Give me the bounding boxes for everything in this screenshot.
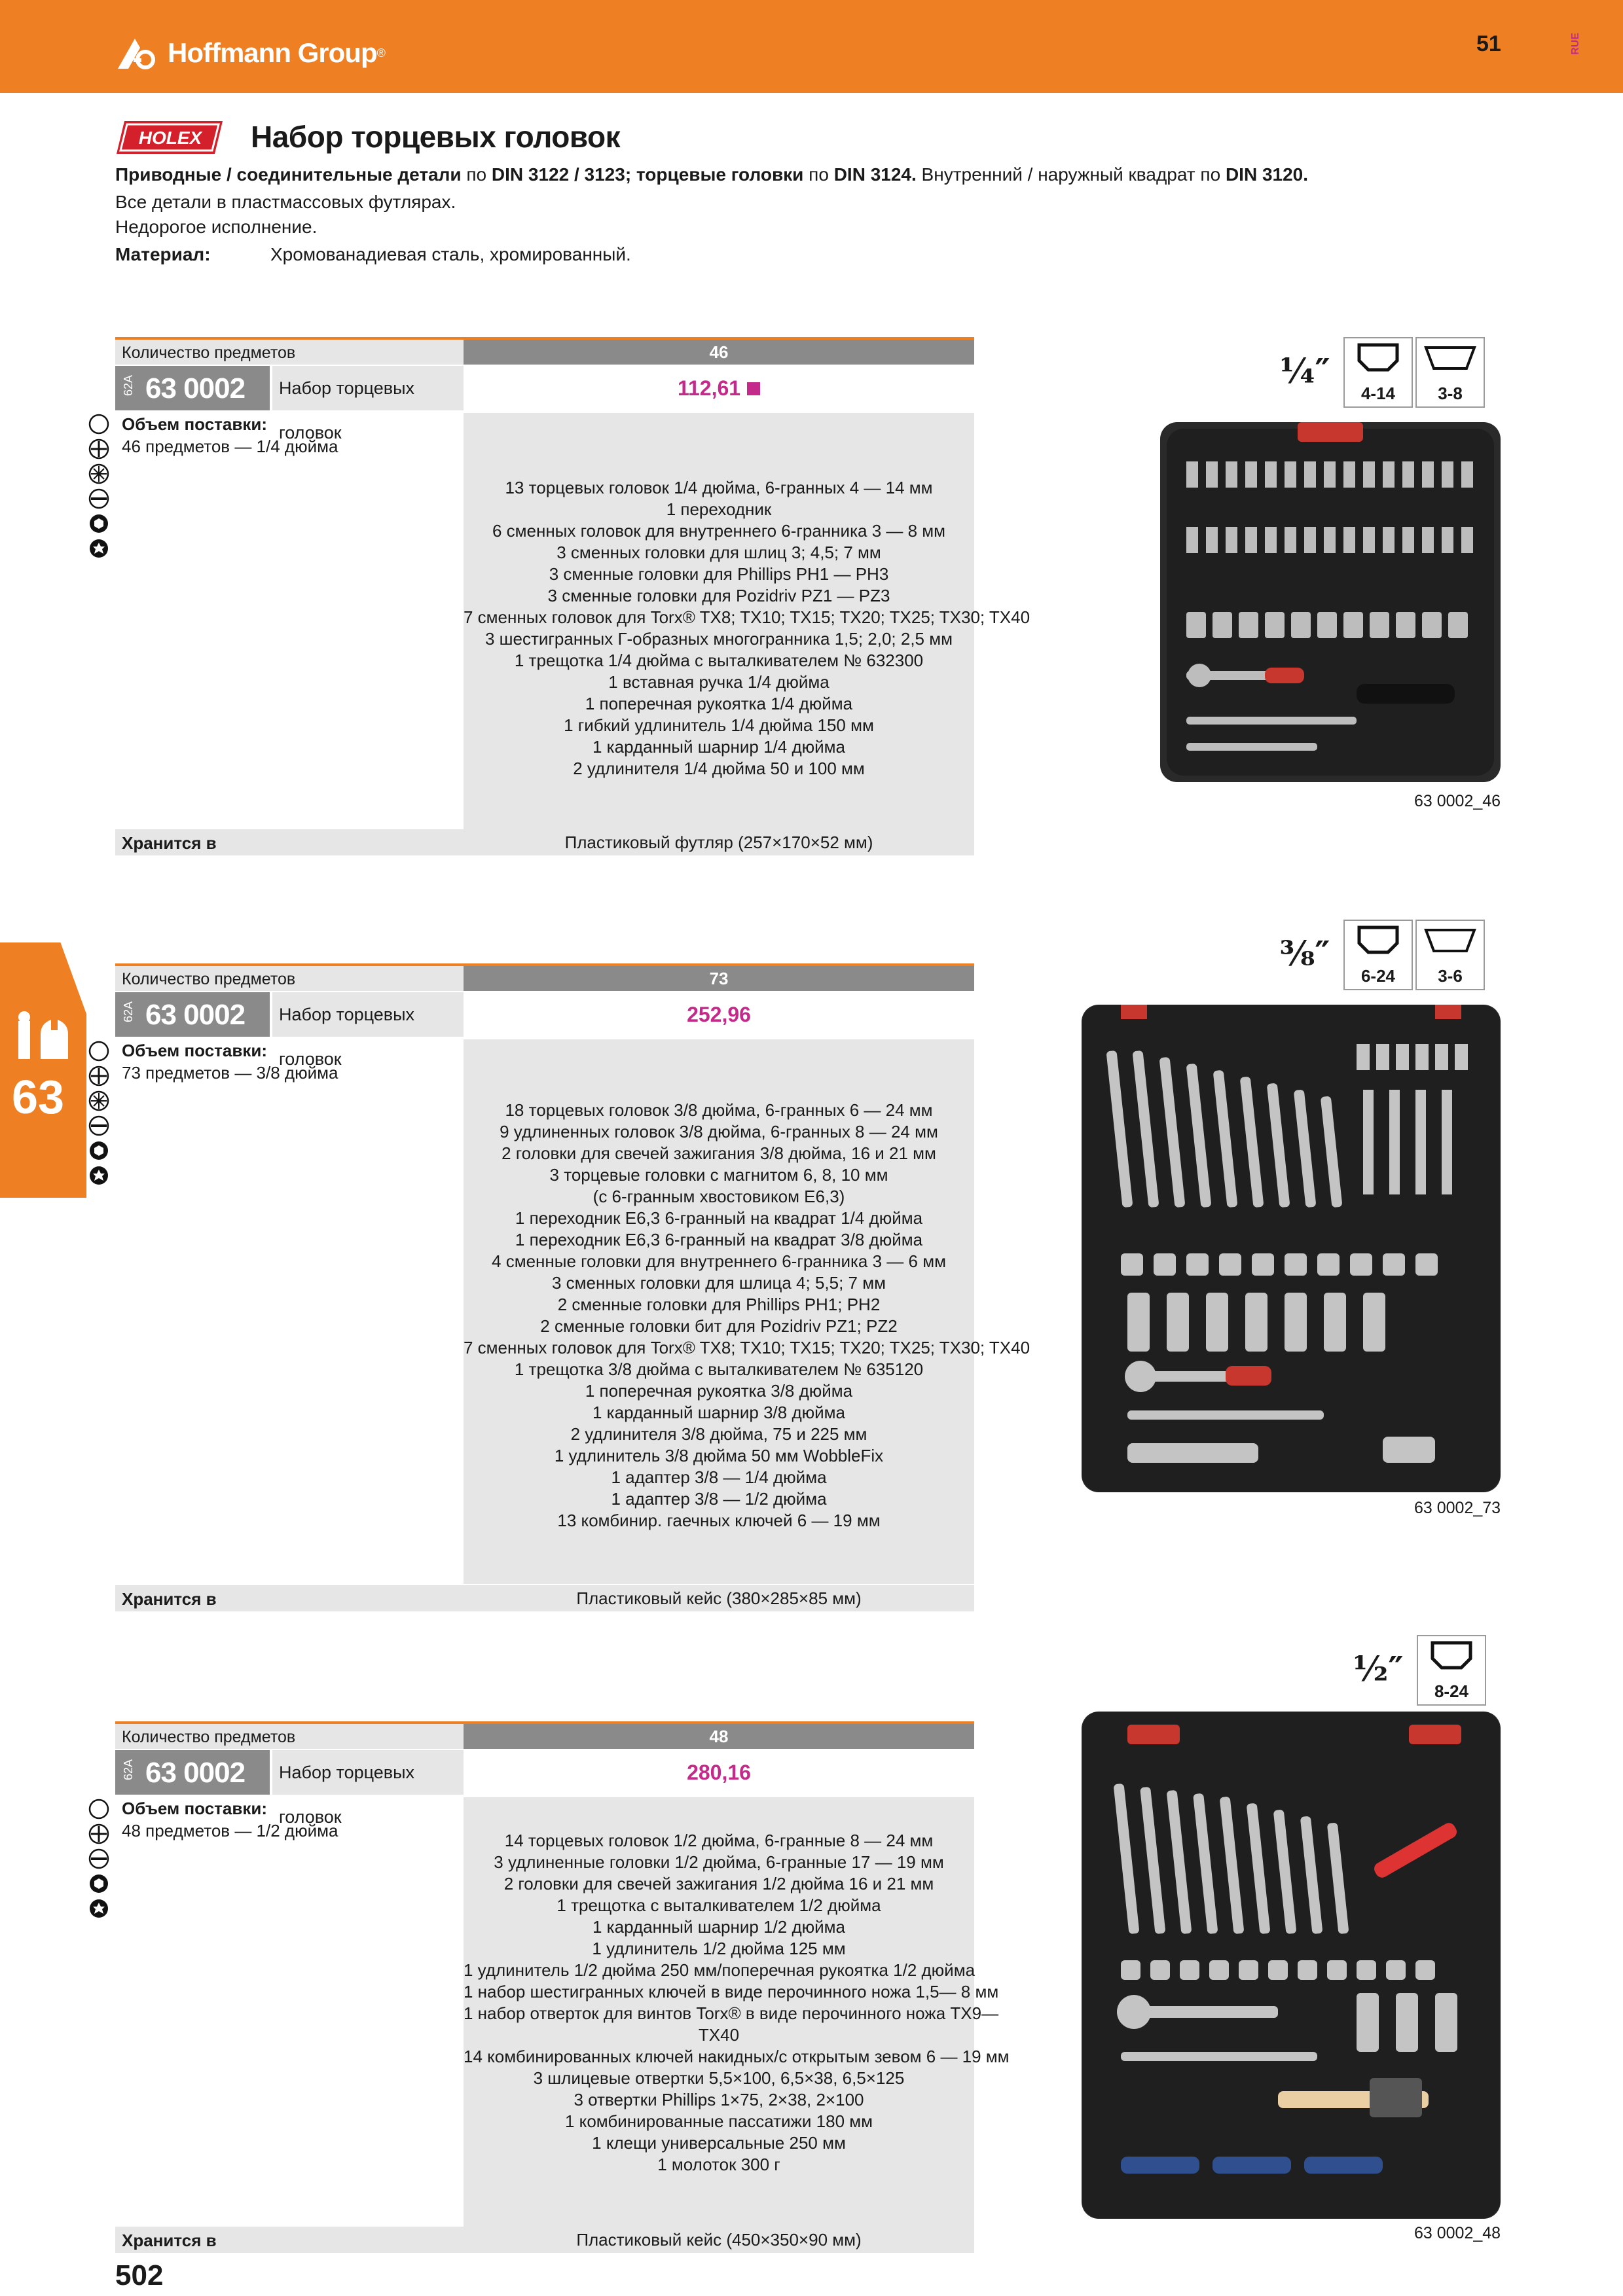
pozidriv-bit-icon (88, 463, 109, 484)
article-name: Набор торцевых головок (272, 1750, 464, 1795)
price: 280,16 (687, 1761, 751, 1784)
page-title: Набор торцевых головок (251, 120, 621, 154)
socket-range-box: 4-14 (1343, 337, 1413, 408)
contents-item: 1 карданный шарнир 1/4 дюйма (593, 737, 845, 757)
contents-item: 1 клещи универсальные 250 мм (592, 2133, 846, 2153)
bit-type-icons (88, 1799, 109, 1919)
contents-list (464, 1100, 1030, 1532)
contents-item: 13 комбинир. гаечных ключей 6 — 19 мм (557, 1511, 881, 1530)
article-number: 63 0002 (145, 372, 246, 404)
contents-item: (с 6-гранным хвостовиком E6,3) (593, 1187, 845, 1206)
product-photo-48 (1082, 1712, 1501, 2219)
article-number-box[interactable] (115, 366, 270, 410)
contents-item: 18 торцевых головок 3/8 дюйма, 6-гранных 6 — 24 мм (505, 1100, 933, 1120)
hex-range-box: 3-6 (1415, 920, 1485, 990)
quantity-label: Количество предметов (122, 970, 296, 988)
scope-value: 48 предметов — 1/2 дюйма (122, 1821, 338, 1840)
contents-item: 1 трещотка 3/8 дюйма с выталкивателем № 635120 (514, 1359, 924, 1379)
torx-bit-icon (88, 538, 109, 559)
category-code: 62A (122, 375, 135, 397)
quantity-label: Количество предметов (122, 1728, 296, 1746)
brand-name: Hoffmann Group (168, 37, 377, 68)
contents-list (464, 1830, 1010, 2176)
article-number: 63 0002 (145, 999, 246, 1031)
hex-range-box: 3-8 (1415, 337, 1485, 408)
contents-item: 1 комбинированные пассатижи 180 мм (564, 2111, 873, 2131)
photo-caption-46: 63 0002_46 (1414, 792, 1501, 810)
storage-label: Хранится в (122, 1589, 217, 1609)
tool-case-illustration (1082, 1005, 1501, 1492)
quantity-value: 73 (464, 966, 974, 991)
contents-item: 1 удлинитель 1/2 дюйма 250 мм/поперечная рукоятка 1/2 дюйма (464, 1960, 976, 1980)
drive-size: ⅜″ (1270, 920, 1340, 990)
contents-item: 3 шлицевые отвертки 5,5×100, 6,5×38, 6,5×125 (533, 2068, 905, 2088)
article-number-box[interactable] (115, 1750, 270, 1795)
flat-slot-bit-icon (88, 1848, 109, 1869)
contents-item: 3 удлиненные головки 1/2 дюйма, 6-гранные 17 — 19 мм (494, 1852, 944, 1872)
price-marker-icon (747, 382, 760, 395)
contents-item: 9 удлиненных головок 3/8 дюйма, 6-гранных 8 — 24 мм (500, 1122, 938, 1141)
drive-size: ¼″ (1270, 337, 1340, 408)
contents-item: 3 сменных головки для шлица 4; 5,5; 7 мм (551, 1273, 886, 1293)
socket-icon (1345, 921, 1412, 967)
contents-item: 1 переходник (666, 499, 772, 519)
slot-bit-icon (88, 1799, 109, 1820)
storage-label: Хранится в (122, 2231, 217, 2250)
hex-bit-icon (88, 1140, 109, 1161)
contents-item: 1 молоток 300 г (657, 2155, 780, 2174)
product-block-48 (115, 1721, 1010, 2251)
hoffmann-group-logo (115, 30, 386, 76)
brand-registered-mark: ® (376, 46, 386, 60)
tool-case-illustration (1160, 422, 1501, 782)
quantity-row (115, 337, 974, 365)
contents-item: 1 трещотка с выталкивателем 1/2 дюйма (556, 1895, 881, 1915)
socket-icon (1418, 1636, 1485, 1682)
phillips-bit-icon (88, 1066, 109, 1086)
contents-item: 3 отвертки Phillips 1×75, 2×38, 2×100 (574, 2090, 864, 2109)
slot-bit-icon (88, 1041, 109, 1062)
hoffmann-logo-icon (115, 36, 161, 70)
contents-item: 2 сменные головки бит для Pozidriv PZ1; PZ2 (540, 1316, 898, 1336)
article-number: 63 0002 (145, 1757, 246, 1789)
product-photo-46 (1160, 422, 1501, 782)
quantity-row (115, 1721, 974, 1749)
contents-item: 1 карданный шарнир 3/8 дюйма (593, 1403, 845, 1422)
intro-line-2: Все детали в пластмассовых футлярах. (115, 192, 456, 212)
price: 112,61 (464, 366, 974, 410)
quantity-value: 46 (464, 340, 974, 365)
hex-key-icon (1417, 921, 1484, 967)
flat-slot-bit-icon (88, 1115, 109, 1136)
contents-item: 13 торцевых головок 1/4 дюйма, 6-гранных 4 — 14 мм (505, 478, 933, 497)
contents-item: 2 головки для свечей зажигания 1/2 дюйма 16 и 21 мм (503, 1874, 934, 1893)
quantity-value: 48 (464, 1724, 974, 1749)
flat-slot-bit-icon (88, 488, 109, 509)
photo-caption-48: 63 0002_48 (1414, 2224, 1501, 2242)
contents-panel (464, 1039, 1030, 1584)
bit-type-icons (88, 1041, 109, 1186)
contents-item: 1 трещотка 1/4 дюйма с выталкивателем № 632300 (514, 651, 924, 670)
product-block-46 (115, 337, 1030, 854)
pozidriv-bit-icon (88, 1090, 109, 1111)
storage-row (115, 829, 974, 855)
contents-item: 1 гибкий удлинитель 1/4 дюйма 150 мм (564, 715, 874, 735)
contents-item: 3 сменные головки для Pozidriv PZ1 — PZ3 (547, 586, 890, 605)
storage-row (115, 1585, 974, 1611)
tool-case-illustration (1082, 1712, 1501, 2219)
hex-bit-icon (88, 1873, 109, 1894)
contents-item: 2 сменные головки для Phillips PH1; PH2 (557, 1295, 881, 1314)
contents-item: 1 вставная ручка 1/4 дюйма (608, 672, 830, 692)
scope-label: Объем поставки: (122, 1041, 268, 1060)
material-value: Хромованадиевая сталь, хромированный. (270, 244, 631, 264)
article-name: Набор торцевых головок (272, 366, 464, 410)
material-label: Материал: (115, 244, 211, 264)
scope-value: 46 предметов — 1/4 дюйма (122, 437, 338, 456)
phillips-bit-icon (88, 1823, 109, 1844)
socket-range-box: 6-24 (1343, 920, 1413, 990)
torx-bit-icon (88, 1165, 109, 1186)
phillips-bit-icon (88, 439, 109, 459)
intro-line-3: Недорогое исполнение. (115, 217, 318, 237)
contents-item: 2 головки для свечей зажигания 3/8 дюйма, 16 и 21 мм (501, 1143, 936, 1163)
contents-item: 1 удлинитель 1/2 дюйма 125 мм (592, 1939, 846, 1958)
slot-bit-icon (88, 414, 109, 435)
contents-item: 1 набор шестигранных ключей в виде перочинного ножа 1,5— 8 мм (464, 1982, 999, 2001)
page-number: 51 (1476, 31, 1501, 56)
contents-panel (464, 1797, 1010, 2227)
holex-logo (115, 120, 224, 155)
quantity-label: Количество предметов (122, 344, 296, 362)
contents-item: 3 сменные головки для Phillips PH1 — PH3 (549, 564, 889, 584)
contents-item: 3 шестигранных Г-образных многогранника 1,5; 2,0; 2,5 мм (484, 629, 953, 649)
holex-logo-text: HOLEX (138, 128, 202, 148)
footer-page-number: 502 (115, 2259, 164, 2291)
socket-range-box: 8-24 (1417, 1635, 1486, 1706)
article-number-box[interactable] (115, 992, 270, 1037)
section-tab[interactable] (0, 942, 86, 1198)
contents-item: 14 торцевых головок 1/2 дюйма, 6-гранные 8 — 24 мм (504, 1831, 934, 1850)
photo-caption-73: 63 0002_73 (1414, 1499, 1501, 1517)
hex-key-icon (1417, 338, 1484, 384)
contents-item: 1 адаптер 3/8 — 1/4 дюйма (611, 1467, 827, 1487)
contents-item: 1 переходник E6,3 6-гранный на квадрат 3/8 дюйма (515, 1230, 923, 1249)
drive-size: ½″ (1343, 1635, 1413, 1706)
storage-value: Пластиковый футляр (257×170×52 мм) (464, 829, 974, 855)
contents-item: 3 сменных головки для шлиц 3; 4,5; 7 мм (556, 543, 881, 562)
storage-row (115, 2227, 974, 2253)
wrench-socket-icon (14, 1008, 69, 1063)
contents-item: 4 сменные головки для внутреннего 6-гранника 3 — 6 мм (492, 1251, 946, 1271)
intro-line-1: Приводные / соединительные детали по DIN 3122 / 3123; торцевые головки по DIN 3124. Внутренний / наружный квадрат по DIN 3120. (115, 164, 1309, 185)
contents-item: 1 набор отверток для винтов Torx® в виде перочинного ножа TX9— (464, 2003, 999, 2023)
scope-label: Объем поставки: (122, 1799, 268, 1818)
language-code: RUE (1570, 33, 1581, 55)
socket-icon (1345, 338, 1412, 384)
price: 252,96 (687, 1003, 751, 1026)
product-block-73 (115, 963, 1030, 1611)
category-code: 62A (122, 1001, 135, 1023)
bit-type-icons (88, 414, 109, 559)
product-photo-73 (1082, 1005, 1501, 1492)
contents-item: 3 торцевые головки с магнитом 6, 8, 10 мм (549, 1165, 888, 1185)
contents-item: TX40 (698, 2025, 740, 2045)
contents-item: 1 переходник E6,3 6-гранный на квадрат 1/4 дюйма (515, 1208, 923, 1228)
contents-item: 6 сменных головок для внутреннего 6-гранника 3 — 8 мм (492, 521, 946, 541)
contents-item: 14 комбинированных ключей накидных/с открытым зевом 6 — 19 мм (464, 2047, 1010, 2066)
contents-panel (464, 413, 1030, 829)
contents-item: 1 адаптер 3/8 — 1/2 дюйма (611, 1489, 827, 1509)
contents-item: 7 сменных головок для Torx® TX8; TX10; TX15; TX20; TX25; TX30; TX40 (464, 1338, 1030, 1357)
page-header (0, 0, 1623, 93)
contents-item: 2 удлинителя 3/8 дюйма, 75 и 225 мм (570, 1424, 867, 1444)
quantity-row (115, 963, 974, 991)
storage-value: Пластиковый кейс (380×285×85 мм) (464, 1585, 974, 1611)
contents-item: 1 удлинитель 3/8 дюйма 50 мм WobbleFix (554, 1446, 884, 1465)
contents-item: 1 поперечная рукоятка 1/4 дюйма (585, 694, 853, 713)
scope-label: Объем поставки: (122, 414, 268, 434)
contents-item: 2 удлинителя 1/4 дюйма 50 и 100 мм (573, 759, 865, 778)
storage-value: Пластиковый кейс (450×350×90 мм) (464, 2227, 974, 2253)
hex-bit-icon (88, 513, 109, 534)
torx-bit-icon (88, 1898, 109, 1919)
section-number: 63 (12, 1071, 65, 1124)
contents-item: 1 поперечная рукоятка 3/8 дюйма (585, 1381, 853, 1401)
scope-value: 73 предметов — 3/8 дюйма (122, 1063, 338, 1083)
storage-label: Хранится в (122, 833, 217, 853)
contents-item: 7 сменных головок для Torx® TX8; TX10; TX15; TX20; TX25; TX30; TX40 (464, 607, 1030, 627)
contents-list (464, 477, 1030, 780)
article-name: Набор торцевых головок (272, 992, 464, 1037)
contents-item: 1 карданный шарнир 1/2 дюйма (593, 1917, 845, 1937)
category-code: 62A (122, 1759, 135, 1781)
